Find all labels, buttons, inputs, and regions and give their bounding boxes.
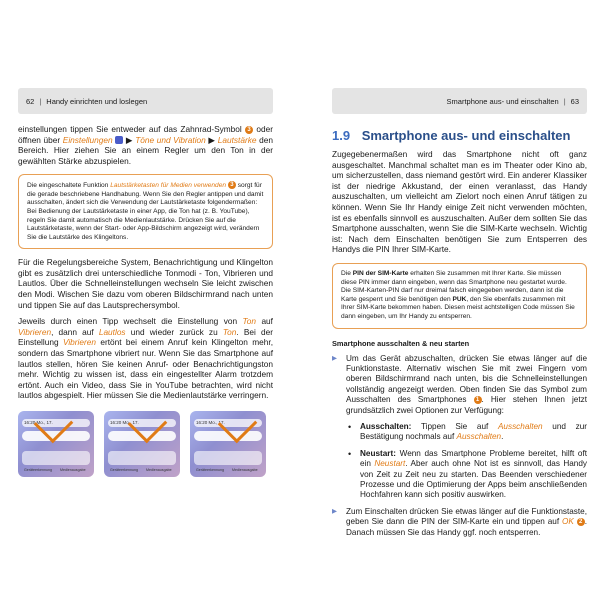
phone-screenshots bbox=[18, 411, 273, 477]
running-title: Handy einrichten und loslegen bbox=[46, 96, 148, 106]
arrow-icon: ▶ bbox=[125, 134, 133, 145]
phone-screenshot-vibrieren: 16:20 Mo., 17. Geräteerkennung Medienausgabe bbox=[104, 411, 180, 477]
right-page-header bbox=[332, 88, 587, 114]
callout-number-1: 1 bbox=[474, 396, 482, 404]
header-separator: | bbox=[563, 96, 566, 106]
info-box-media-volume: Die eingeschaltete Funktion Lautstärketasten für Medien verwenden 3 sorgt für die gerade beschriebene Handhabung. Wenn Sie den Regler antippen und damit ausschalten, ändert sich die Verwendung der Lautstärketaste folgendermaßen: Bei Bedienung der Lautstärketaste in einer App, die Ton hat (z. B. YouTube), regeln Sie damit automatisch die Medienlautstärke. Drücken Sie auf die Lautstärketaste, wenn der Start- oder App-Bildschirm angezeigt wird, verändern Sie die Lautstärke des Klingeltons. bbox=[18, 174, 273, 249]
list-item: • Ausschalten: Tippen Sie auf Ausschalten und zur Bestätigung nochmals auf Ausschalten. bbox=[332, 422, 587, 443]
arrow-icon: ▶ bbox=[208, 134, 216, 145]
menu-link-lautstaerke: Lautstärke bbox=[217, 134, 257, 145]
header-separator: | bbox=[39, 96, 42, 106]
paragraph-intro: Zugegebenermaßen wird das Smartphone nicht oft ganz ausgeschaltet. Manchmal schaltet man es im Theater oder Kino ab, um sicherzustellen, dass niemand gestört wird. Ein anderer Klassiker ist der niedrige Akkustand, der einen veranlasst, das Handy auszuschalten, um vielleicht am Zielort noch einen Anruf tätigen zu können. Wenn Sie Ihr Handy einige Zeit nicht verwenden möchten, ist es ebenfalls sinnvoll es auszuschalten. Außer dem sollten Sie das Smartphone ausschalten, wenn Sie die SIM-Karte wechseln. Wichtig ist: Nach dem Einschalten benötigen Sie zum Entsperren des Handys die PIN Ihrer SIM-Karte. bbox=[332, 149, 587, 255]
phone-screenshot-ton: 16:20 Mo., 17. Geräteerkennung Medienausgabe bbox=[18, 411, 94, 477]
menu-link-toene: Töne und Vibration bbox=[135, 134, 206, 145]
menu-link-einstellungen: Einstellungen bbox=[62, 134, 113, 145]
page-number: 62 bbox=[26, 96, 35, 106]
callout-number-2: 2 bbox=[577, 518, 585, 526]
left-page-header bbox=[18, 88, 273, 114]
list-item: • Neustart: Wenn das Smartphone Probleme bereitet, hilft oft ein Neustart. Aber auch ohne Not ist es sinnvoll, das Handy von Zeit zu Zeit neu zu starten. Das Beenden verschiedener Prozesse und die Optimierung der Apps beim anschließenden Hochfahren kann sich positiv auswirken. bbox=[332, 449, 587, 501]
list-item: ▶ Um das Gerät abzuschalten, drücken Sie etwas länger auf die Funktionstaste. Alternativ wischen Sie mit zwei Fingern vom oberen Bildschirmrand nach unten, bis die Schnelleinstellungen vollständig angezeigt werden. Oben finden Sie das Symbol zum Ausschalten des Smartphones 1 . Hier stehen Ihnen jetzt grundsätzlich zwei Optionen zur Verfügung: bbox=[332, 354, 587, 416]
section-number: 1.9 bbox=[332, 128, 351, 143]
page-number: 63 bbox=[570, 96, 579, 106]
subheading-ausschalten: Smartphone ausschalten & neu starten bbox=[332, 338, 470, 348]
callout-number-3: 3 bbox=[245, 126, 253, 134]
list-item: ▶ Zum Einschalten drücken Sie etwas länger auf die Funktionstaste, geben Sie dann die PIN der SIM-Karte ein und tippen auf OK 2 . Danach müssen Sie das Handy ggf. noch entsperren. bbox=[332, 507, 587, 538]
left-page bbox=[18, 88, 273, 588]
running-title: Smartphone aus- und einschalten bbox=[446, 96, 559, 106]
callout-number-3: 3 bbox=[228, 181, 236, 189]
settings-gear-icon bbox=[115, 136, 123, 144]
section-title bbox=[332, 128, 587, 143]
info-box-sim-pin: Die PIN der SIM-Karte erhalten Sie zusammen mit Ihrer Karte. Sie müssen diese PIN immer dann eingeben, wenn das Smartphone neu gestartet wurde. Die SIM-Karten-PIN darf nur dreimal falsch eingegeben werden, dann ist die Karte gesperrt und Sie benötigen den PUK, den Sie ebenfalls zusammen mit Ihrer SIM-Karte bekommen haben. Diesen meist achtstelligen Code müssen Sie dann eingeben, um Ihr Handy zu entsperren. bbox=[332, 263, 587, 329]
paragraph-tonmodi: Für die Regelungsbereiche System, Benachrichtigung und Klingelton gibt es zusätzlich drei unterschiedliche Tonmodi - Ton, Vibrieren und Lautlos. Über die Schnelleinstellungen wechseln Sie leicht zwischen den Modi. Wischen Sie dazu vom oberen Bildschirmrand nach unten und tippen Sie auf das Lautsprechersymbol. bbox=[18, 257, 273, 310]
section-heading: Smartphone aus- und einschalten bbox=[361, 128, 571, 143]
right-page bbox=[332, 88, 587, 588]
phone-screenshot-lautlos: 16:20 Mo., 17. Geräteerkennung Medienausgabe bbox=[190, 411, 266, 477]
paragraph-settings: einstellungen tippen Sie entweder auf das Zahnrad-Symbol 3 oder öffnen über Einstellungen ▶ Töne und Vibration ▶ Lautstärke den Bereich. Hier ziehen Sie an einem Regler um den Ton in der gewählten Stärke abzuspielen. bbox=[18, 124, 274, 166]
paragraph-modes: Jeweils durch einen Tipp wechselt die Einstellung von Ton auf Vibrieren, dann auf Lautlos und wieder zurück zu Ton. Bei der Einstellung Vibrieren ertönt bei einem Anruf kein Klingelton mehr, sondern das Smartphone vibriert nur. Wenn Sie das Smartphone auf lautlos stellen, hören Sie keinen Anruf- oder Benachrichtigungston mehr. Wichtig zu wissen ist, dass ein eingestellter Alarm trotzdem ertönt. Auch ein Video, dass Sie in YouTube betrachten, wird nicht lautlos abgespielt. Hier müssen Sie die Medienlautstärke verringern. bbox=[18, 316, 273, 401]
